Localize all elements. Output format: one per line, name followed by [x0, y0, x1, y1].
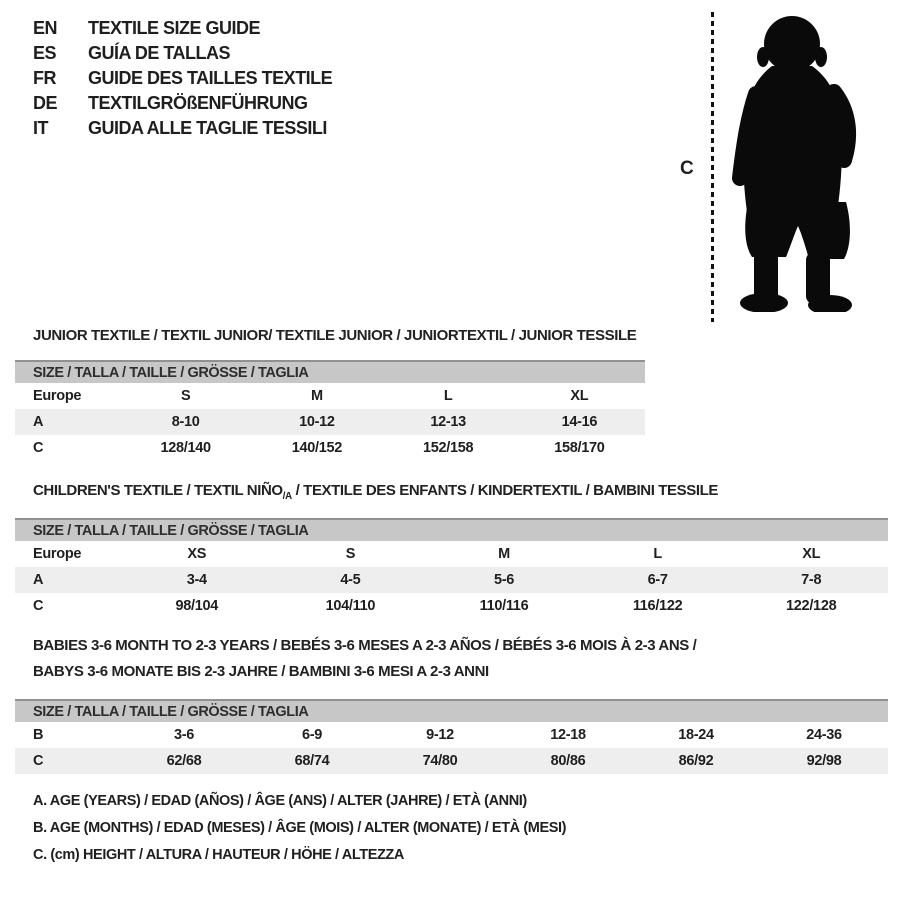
table-row — [15, 541, 888, 567]
babies-size-table — [15, 699, 888, 774]
list-item — [33, 66, 332, 91]
height-dotted-line — [711, 12, 714, 322]
language-title: GUIDE DES TAILLES TEXTILE — [88, 68, 333, 88]
height-figure — [670, 8, 900, 328]
children-title-text: / TEXTILE DES ENFANTS / KINDERTEXTIL / BAMBINI TESSILE — [291, 482, 718, 499]
language-title: GUÍA DE TALLAS — [88, 43, 230, 63]
table-cell: M — [498, 546, 510, 562]
row-label: A — [33, 572, 44, 588]
language-title: TEXTILGRÖßENFÜHRUNG — [88, 93, 308, 113]
children-section-title — [33, 482, 718, 502]
table-row — [15, 409, 645, 435]
row-label: A — [33, 414, 44, 430]
table-row — [15, 748, 888, 774]
table-cell: S — [345, 546, 356, 562]
table-cell: L — [653, 546, 662, 562]
children-size-table — [15, 518, 888, 619]
table-cell: 110/116 — [479, 598, 529, 614]
table-cell: 8-10 — [171, 414, 200, 430]
size-header-bar: SIZE / TALLA / TAILLE / GRÖSSE / TAGLIA — [15, 518, 888, 541]
table-cell: XL — [570, 388, 589, 404]
junior-size-table — [15, 360, 645, 461]
table-cell: M — [310, 388, 323, 404]
language-code: FR — [33, 68, 56, 88]
height-measure-label: C — [680, 158, 694, 179]
size-header-bar: SIZE / TALLA / TAILLE / GRÖSSE / TAGLIA — [15, 360, 645, 383]
row-label: C — [33, 753, 44, 769]
legend-line-b: B. AGE (MONTHS) / EDAD (MESES) / ÂGE (MOIS) / ALTER (MONATE) / ETÀ (MESI) — [33, 820, 567, 836]
language-code: ES — [33, 43, 57, 63]
table-cell: 80/86 — [550, 753, 586, 769]
junior-section-title: JUNIOR TEXTILE / TEXTIL JUNIOR/ TEXTILE JUNIOR / JUNIORTEXTIL / JUNIOR TESSILE — [33, 327, 637, 344]
language-code: DE — [33, 93, 58, 113]
table-cell: 24-36 — [806, 727, 842, 743]
table-cell: 116/122 — [632, 598, 683, 614]
table-cell: 7-8 — [801, 572, 822, 588]
children-title-sub: /A — [282, 491, 292, 502]
measure-legend — [33, 793, 566, 874]
legend-line-a: A. AGE (YEARS) / EDAD (AÑOS) / ÂGE (ANS) / ALTER (JAHRE) / ETÀ (ANNI) — [33, 793, 527, 809]
legend-line-c: C. (cm) HEIGHT / ALTURA / HAUTEUR / HÖHE / ALTEZZA — [33, 847, 404, 863]
children-title-text: CHILDREN'S TEXTILE / TEXTIL NIÑO — [33, 482, 283, 499]
table-cell: 128/140 — [160, 440, 211, 456]
table-cell: 104/110 — [325, 598, 376, 614]
table-row — [15, 593, 888, 619]
table-row — [15, 435, 645, 461]
list-item — [33, 91, 332, 116]
table-cell: S — [180, 388, 191, 404]
table-cell: 92/98 — [806, 753, 842, 769]
row-label: C — [33, 598, 44, 614]
table-cell: XL — [802, 546, 821, 562]
table-row — [15, 567, 888, 593]
table-cell: 3-4 — [186, 572, 207, 588]
toddler-silhouette-image — [728, 12, 878, 312]
table-cell: 122/128 — [786, 598, 837, 614]
table-cell: 3-6 — [173, 727, 195, 743]
table-cell: XS — [187, 546, 207, 562]
language-code: IT — [33, 118, 48, 138]
language-title: TEXTILE SIZE GUIDE — [88, 18, 261, 38]
table-cell: 158/170 — [554, 440, 605, 456]
babies-section-title-line1: BABIES 3-6 MONTH TO 2-3 YEARS / BEBÉS 3-6 MESES A 2-3 AÑOS / BÉBÉS 3-6 MOIS À 2-3 ANS / — [33, 637, 697, 654]
table-cell: 98/104 — [175, 598, 219, 614]
table-cell: 6-7 — [647, 572, 668, 588]
table-cell: 68/74 — [294, 753, 330, 769]
list-item — [33, 116, 332, 141]
language-code: EN — [33, 18, 58, 38]
table-cell: 10-12 — [299, 414, 335, 430]
row-label: C — [33, 440, 44, 456]
table-cell: 12-13 — [430, 414, 466, 430]
table-row — [15, 722, 888, 748]
table-cell: 5-6 — [493, 572, 515, 588]
table-cell: 6-9 — [301, 727, 323, 743]
table-cell: 9-12 — [426, 727, 454, 743]
table-cell: 86/92 — [678, 753, 714, 769]
table-cell: 12-18 — [550, 727, 586, 743]
table-cell: 18-24 — [678, 727, 714, 743]
table-cell: L — [443, 388, 453, 404]
table-cell: 74/80 — [422, 753, 458, 769]
row-label: B — [33, 727, 44, 743]
table-cell: 14-16 — [561, 414, 598, 430]
row-label: Europe — [33, 546, 82, 562]
size-header-bar: SIZE / TALLA / TAILLE / GRÖSSE / TAGLIA — [15, 699, 888, 722]
table-row — [15, 383, 645, 409]
babies-section-title-line2: BABYS 3-6 MONATE BIS 2-3 JAHRE / BAMBINI 3-6 MESI A 2-3 ANNI — [33, 663, 489, 680]
table-cell: 140/152 — [291, 440, 343, 456]
language-list — [33, 16, 332, 141]
list-item — [33, 16, 332, 41]
list-item — [33, 41, 332, 66]
row-label: Europe — [33, 388, 82, 404]
table-cell: 152/158 — [422, 440, 474, 456]
table-cell: 4-5 — [340, 572, 361, 588]
language-title: GUIDA ALLE TAGLIE TESSILI — [88, 118, 327, 138]
table-cell: 62/68 — [166, 753, 202, 769]
